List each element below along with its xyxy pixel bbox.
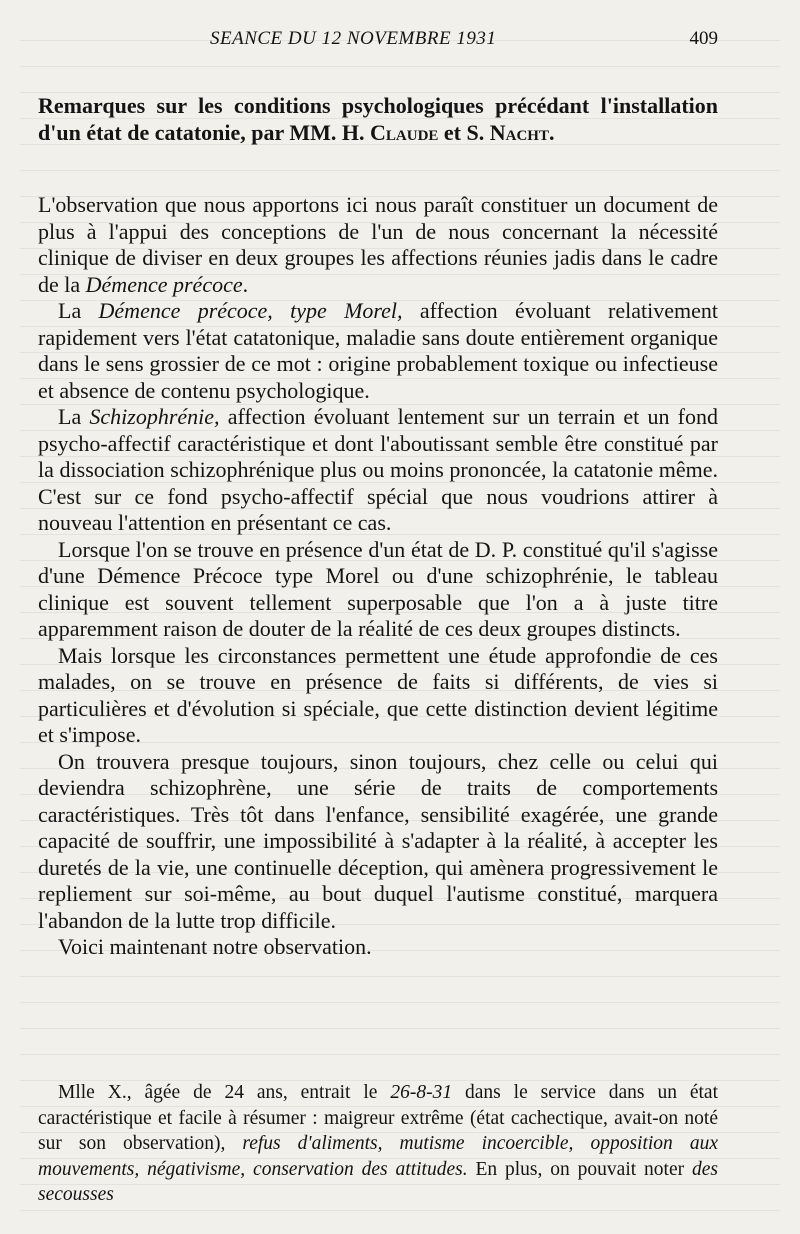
- p2-emphasis: Démence précoce, type Morel,: [98, 298, 403, 323]
- p1-text: L'observation que nous apportons ici nous paraît constituer un document de plus à l'appui des conceptions de l'un de nous concernant la nécessité clinique de diviser en deux groupes les affections réunies jadis dans le cadre de la: [38, 192, 718, 297]
- title-text: Remarques sur les conditions psychologiques précédant l'installation d'un état de catatonie, par MM. H.: [38, 93, 718, 145]
- p1-emphasis: Démence précoce: [85, 271, 243, 297]
- observation-paragraph: [38, 1080, 718, 1208]
- author-nacht: Nacht: [489, 120, 549, 145]
- paragraph-6: On trouvera presque toujours, sinon toujours, chez celle ou celui qui deviendra schizophrène, une série de traits de comportements caractéristiques. Très tôt dans l'enfance, sensibilité exagérée, une grande capacité de souffrir, une impossibilité à s'adapter à la réalité, à accepter les duretés de la vie, une continuelle déception, qui amènera progressivement le repliement sur soi-même, au bout duquel l'autisme constitué, marquera l'abandon de la lutte trop difficile.: [38, 748, 718, 933]
- p3-emphasis: Schizophrénie,: [89, 404, 220, 429]
- obs-symptoms: refus d'aliments, mutisme incoercible, opposition aux mouvements, négativisme, conservation des attitudes.: [38, 1133, 718, 1180]
- p3-start: La: [58, 404, 90, 429]
- paragraph-2: [38, 298, 718, 404]
- article-title: [38, 92, 718, 146]
- paragraph-5: Mais lorsque les circonstances permettent une étude approfondie de ces malades, on se trouve en présence de faits si différents, de vies si particulières et d'évolution si spéciale, que cette distinction devient légitime et s'impose.: [38, 642, 718, 747]
- obs-date: 26-8-31: [390, 1082, 453, 1103]
- p2-start: La: [58, 298, 99, 323]
- paragraph-7: Voici maintenant notre observation.: [58, 934, 372, 959]
- running-header: [0, 28, 800, 54]
- title-connector: et S.: [438, 120, 490, 145]
- p1-end: .: [242, 271, 249, 297]
- obs-text-1: Mlle X., âgée de 24 ans, entrait le: [58, 1082, 391, 1103]
- obs-text-3: En plus, on pouvait noter: [467, 1158, 692, 1180]
- page-number: 409: [689, 28, 718, 49]
- paragraph-1: [38, 192, 718, 298]
- title-period: .: [548, 120, 555, 145]
- article-body: [38, 192, 718, 961]
- paragraph-3: [38, 404, 718, 537]
- running-title: SEANCE DU 12 NOVEMBRE 1931: [210, 28, 497, 49]
- obs-secousses: des secousses: [38, 1158, 718, 1205]
- p2-text: affection évoluant relativement rapidement vers l'état catatonique, maladie sans doute entièrement organique dans le sens grossier de ce mot : origine probablement toxique ou infectieuse et absence de contenu psychologique.: [38, 298, 718, 403]
- author-claude: Claude: [370, 120, 439, 145]
- p3-text: affection évoluant lentement sur un terrain et un fond psycho-affectif caractéristique et dont l'aboutissant semble être constitué par la dissociation schizophrénique plus ou moins prononcée, la catatonie même. C'est sur ce fond psycho-affectif spécial que nous voudrions attirer à nouveau l'attention en présentant ce cas.: [38, 404, 718, 535]
- observation-block: [38, 1080, 718, 1208]
- obs-text-2: dans le service dans un état caractéristique et facile à résumer : maigreur extrême (état cachectique, avait-on noté sur son observation),: [38, 1082, 718, 1154]
- paragraph-4: Lorsque l'on se trouve en présence d'un état de D. P. constitué qu'il s'agisse d'une Démence Précoce type Morel ou d'une schizophrénie, le tableau clinique est souvent tellement superposable que l'on a à juste titre apparemment raison de douter de la réalité de ces deux groupes distincts.: [38, 536, 718, 641]
